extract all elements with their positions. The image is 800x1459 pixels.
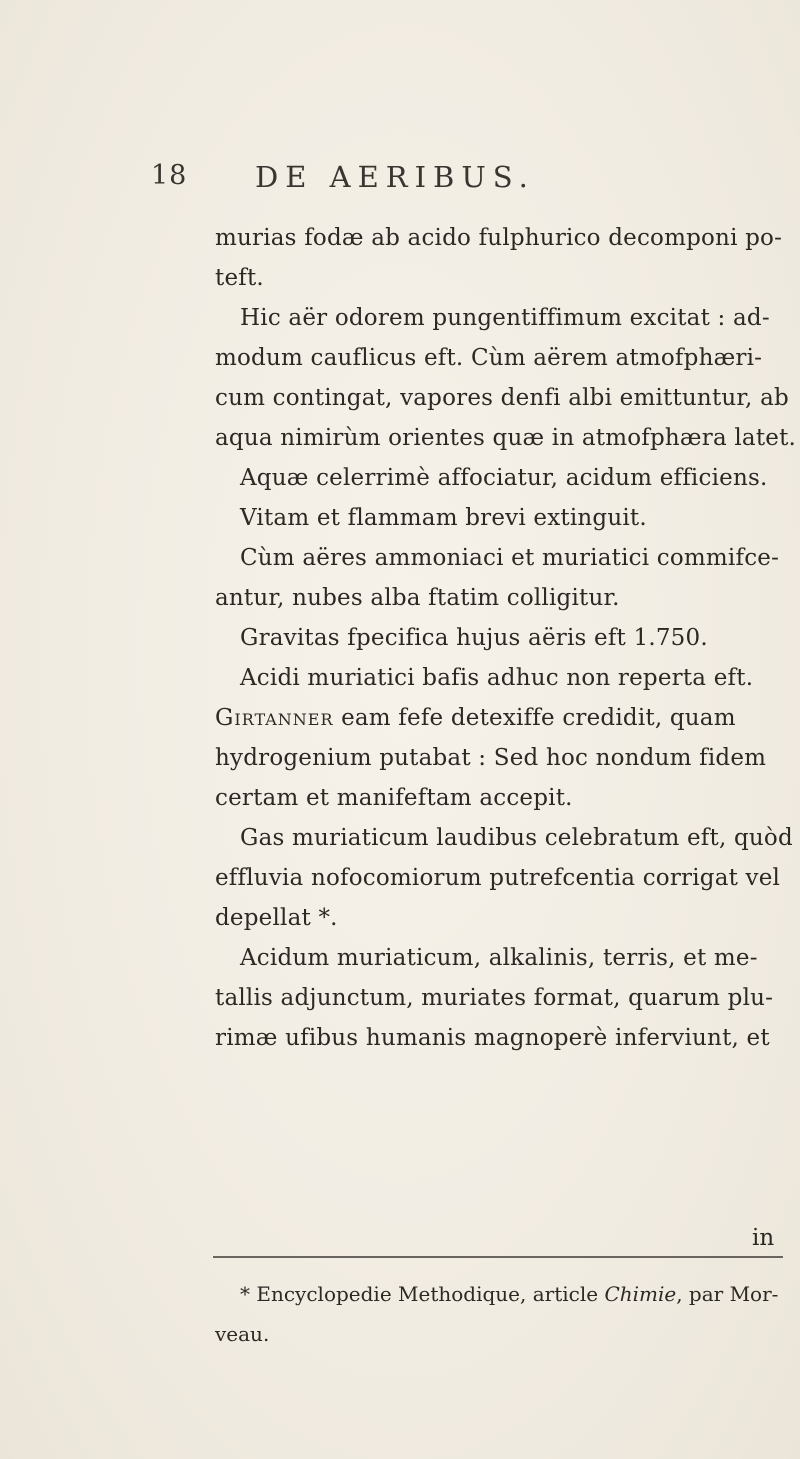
text-line: depellat *.: [215, 905, 338, 931]
footnote-rule: [213, 1256, 783, 1258]
text-line: effluvia nofocomiorum putrefcentia corrigat vel: [215, 865, 781, 891]
page-header: [0, 160, 800, 200]
text-line: Gas muriaticum laudibus celebratum eft, quòd: [240, 825, 793, 851]
footnote-line: [240, 1278, 778, 1310]
text-line: antur, nubes alba ftatim colligitur.: [215, 585, 620, 611]
footnote-marker: *: [240, 1282, 250, 1306]
footnote-continuation: veau.: [215, 1322, 270, 1346]
running-head: DE AERIBUS.: [255, 160, 535, 194]
text-line: Vitam et flammam brevi extinguit.: [240, 505, 647, 531]
text-fragment: eam fefe detexiffe credidit, quam: [341, 705, 736, 731]
catchword: in: [752, 1225, 775, 1251]
text-line: tallis adjunctum, muriates format, quarum plu-: [215, 985, 774, 1011]
footnote-italic-title: Chimie: [604, 1282, 677, 1306]
text-line: modum cauflicus eft. Cùm aërem atmofphæri-: [215, 345, 763, 371]
text-line: Cùm aëres ammoniaci et muriatici commifce-: [240, 545, 780, 571]
text-line: Acidum muriaticum, alkalinis, terris, et me-: [240, 945, 758, 971]
text-line: Aquæ celerrimè affociatur, acidum efficiens.: [240, 465, 768, 491]
text-line: teft.: [215, 265, 264, 291]
text-line: Gravitas fpecifica hujus aëris eft 1.750.: [240, 625, 708, 651]
text-line: [215, 698, 736, 738]
text-line: certam et manifeftam accepit.: [215, 785, 573, 811]
footnote-text: Encyclopedie Methodique, article: [256, 1282, 599, 1306]
text-line: Acidi muriatici bafis adhuc non reperta eft.: [240, 665, 754, 691]
author-name: Girtanner: [215, 705, 334, 731]
text-line: Hic aër odorem pungentiffimum excitat : ad-: [240, 305, 770, 331]
page-number: 18: [151, 160, 188, 191]
text-line: rimæ ufibus humanis magnoperè inferviunt, et: [215, 1025, 770, 1051]
footnote-text-end: , par Mor-: [676, 1282, 779, 1306]
text-line: murias fodæ ab acido fulphurico decomponi po-: [215, 225, 783, 251]
text-line: cum contingat, vapores denfi albi emittuntur, ab: [215, 385, 789, 411]
text-line: aqua nimirùm orientes quæ in atmofphæra latet.: [215, 425, 797, 451]
text-line: hydrogenium putabat : Sed hoc nondum fidem: [215, 745, 767, 771]
